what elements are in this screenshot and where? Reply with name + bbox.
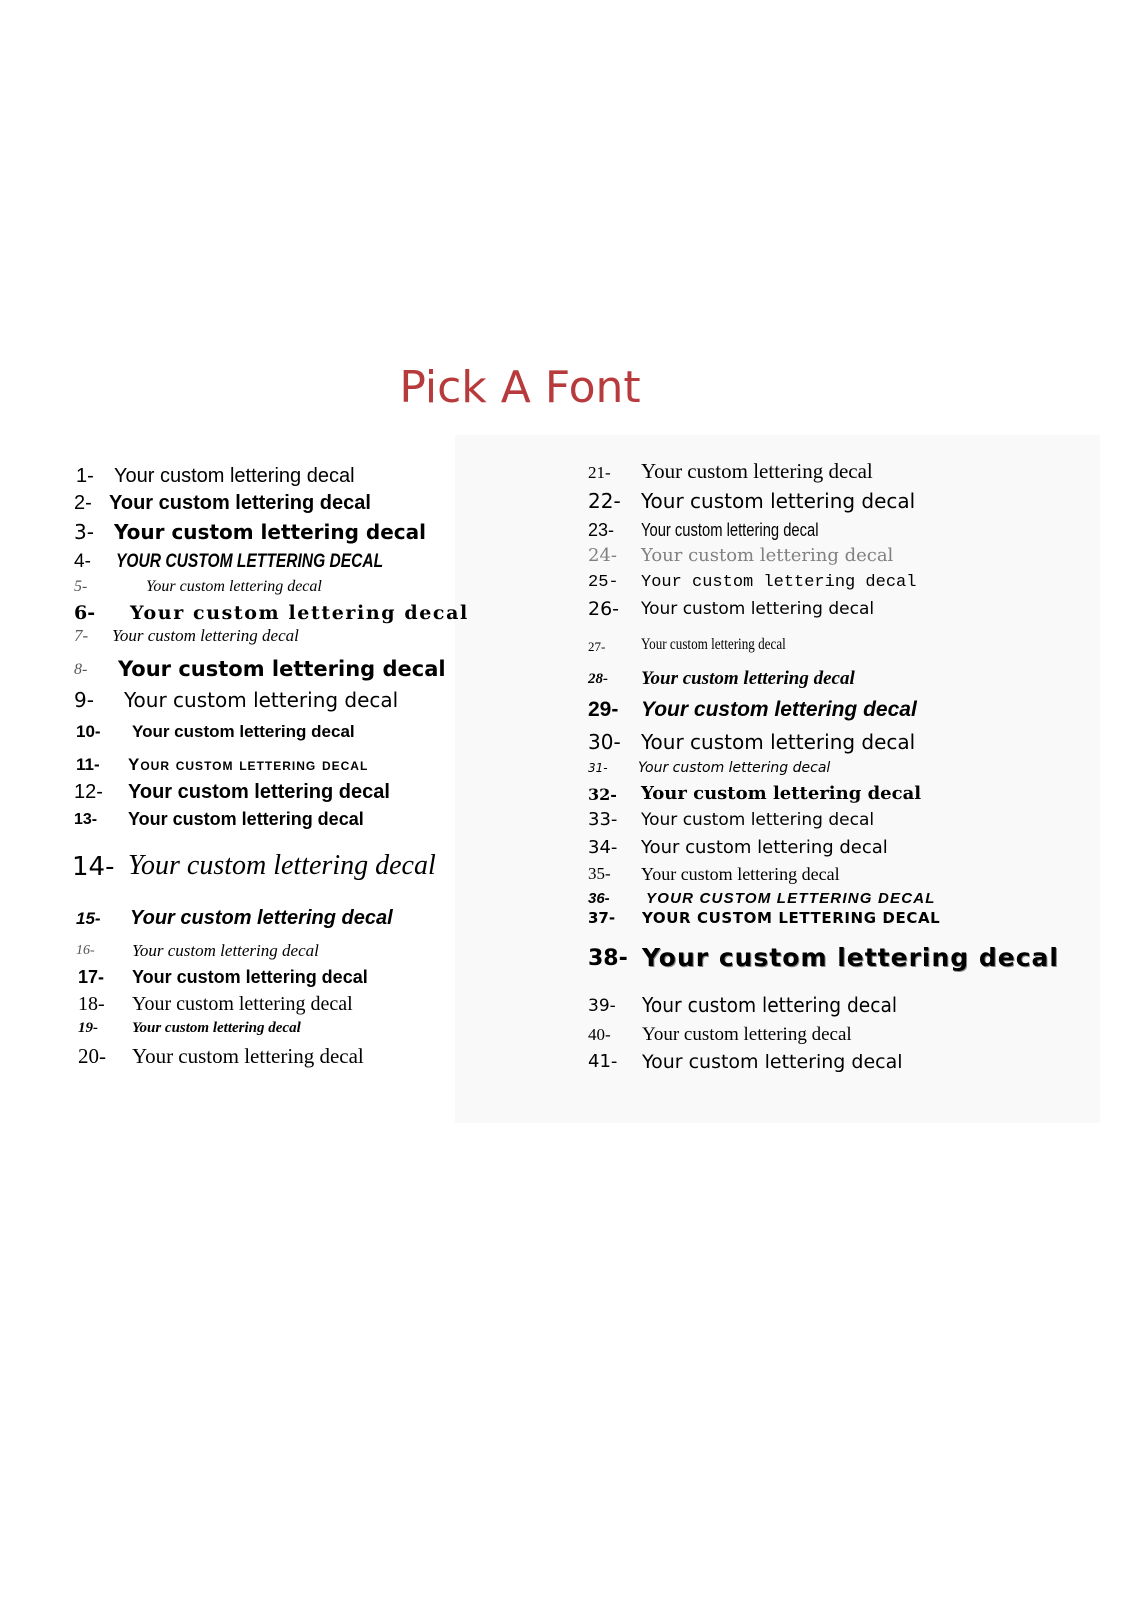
- font-sample: Your custom lettering decal: [641, 545, 894, 566]
- font-sample: Your custom lettering decal: [641, 864, 840, 884]
- font-number: 34-: [588, 837, 618, 858]
- font-sample: Your custom lettering decal: [641, 783, 922, 804]
- font-number: 35-: [588, 864, 611, 883]
- font-number: 10-: [76, 722, 101, 741]
- font-sample: Your custom lettering decal: [118, 657, 446, 681]
- font-sample: Your custom lettering decal: [132, 967, 368, 987]
- font-sample: Your custom lettering decal: [114, 465, 355, 487]
- font-sample: Your custom lettering decal: [641, 520, 819, 540]
- font-sample: Your custom lettering decal: [146, 578, 322, 595]
- font-number: 12-: [74, 781, 103, 803]
- font-number: 14-: [72, 852, 115, 882]
- font-sample: Your custom lettering decal: [642, 1024, 852, 1045]
- font-sample: Your custom lettering decal: [130, 907, 393, 929]
- font-sample: Your custom lettering decal: [114, 520, 426, 544]
- font-number: 13-: [74, 811, 98, 828]
- font-number: 15-: [76, 909, 101, 928]
- font-sample: Your custom lettering decal: [641, 636, 786, 653]
- font-sample: Your custom lettering decal: [112, 626, 299, 645]
- font-sample: Your custom lettering decal: [642, 993, 898, 1017]
- font-sample: Your custom lettering decal: [641, 573, 917, 592]
- font-number: 19-: [78, 1020, 98, 1036]
- font-sample: Your custom lettering decal: [641, 668, 855, 689]
- font-sample: Your custom lettering decal: [641, 837, 888, 858]
- font-number: 30-: [588, 730, 621, 754]
- font-number: 39-: [588, 996, 616, 1016]
- font-number: 29-: [588, 698, 619, 721]
- font-number: 28-: [588, 671, 608, 687]
- font-sample: Your custom lettering decal: [642, 1051, 903, 1073]
- font-number: 8-: [74, 661, 88, 678]
- font-number: 32-: [588, 785, 617, 804]
- font-sample: Your custom lettering decal: [132, 1044, 364, 1068]
- font-number: 33-: [588, 809, 618, 830]
- font-sample: Your custom lettering decal: [128, 755, 369, 774]
- font-number: 18-: [78, 993, 105, 1015]
- font-sample: Your custom lettering decal: [124, 688, 399, 712]
- font-sample: Your custom lettering decal: [132, 722, 355, 741]
- font-sample: YOUR CUSTOM LETTERING DECAL: [642, 909, 941, 927]
- page-title: Pick A Font: [399, 362, 641, 413]
- font-sample: Your custom lettering decal: [132, 941, 319, 960]
- font-sample: YOUR CUSTOM LETTERING DECAL: [116, 551, 384, 572]
- font-sample: Your custom lettering decal: [642, 943, 1059, 972]
- font-number: 7-: [74, 626, 89, 645]
- font-sample: Your custom lettering decal: [641, 489, 916, 513]
- font-number: 36-: [588, 890, 610, 907]
- font-sample: Your custom lettering decal: [641, 698, 917, 721]
- font-sample: Your custom lettering decal: [641, 730, 916, 754]
- font-number: 3-: [74, 520, 94, 544]
- font-number: 22-: [588, 489, 621, 513]
- font-number: 9-: [74, 688, 94, 712]
- font-number: 27-: [588, 639, 606, 654]
- font-sample: Your custom lettering decal: [132, 993, 353, 1015]
- font-number: 5-: [74, 578, 88, 595]
- font-sample: Your custom lettering decal: [641, 459, 873, 483]
- font-number: 4-: [74, 551, 91, 572]
- font-number: 1-: [76, 465, 94, 487]
- font-number: 11-: [76, 755, 100, 774]
- font-number: 21-: [588, 463, 611, 482]
- font-number: 25-: [588, 573, 619, 592]
- font-number: 2-: [74, 492, 92, 514]
- font-number: 26-: [588, 598, 620, 620]
- font-sample: Your custom lettering decal: [641, 810, 875, 830]
- font-number: 40-: [588, 1025, 611, 1044]
- font-number: 31-: [588, 761, 608, 775]
- font-number: 6-: [74, 602, 96, 624]
- font-number: 37-: [588, 909, 616, 927]
- font-number: 24-: [588, 545, 617, 566]
- font-number: 23-: [588, 520, 615, 540]
- font-sample: Your custom lettering decal: [128, 809, 364, 829]
- font-sample: Your custom lettering decal: [132, 1020, 301, 1036]
- font-sample: YOUR CUSTOM LETTERING DECAL: [646, 890, 936, 907]
- font-number: 16-: [76, 943, 95, 958]
- font-number: 41-: [588, 1051, 618, 1072]
- font-sample: Your custom lettering decal: [638, 760, 831, 776]
- font-number: 38-: [588, 946, 628, 971]
- font-sample: Your custom lettering decal: [128, 781, 390, 803]
- font-number: 20-: [78, 1044, 106, 1068]
- font-sample: Your custom lettering decal: [641, 599, 875, 619]
- font-number: 17-: [78, 967, 105, 987]
- font-sample: Your custom lettering decal: [130, 602, 469, 624]
- font-sample: Your custom lettering decal: [128, 850, 436, 881]
- font-sample: Your custom lettering decal: [109, 492, 371, 514]
